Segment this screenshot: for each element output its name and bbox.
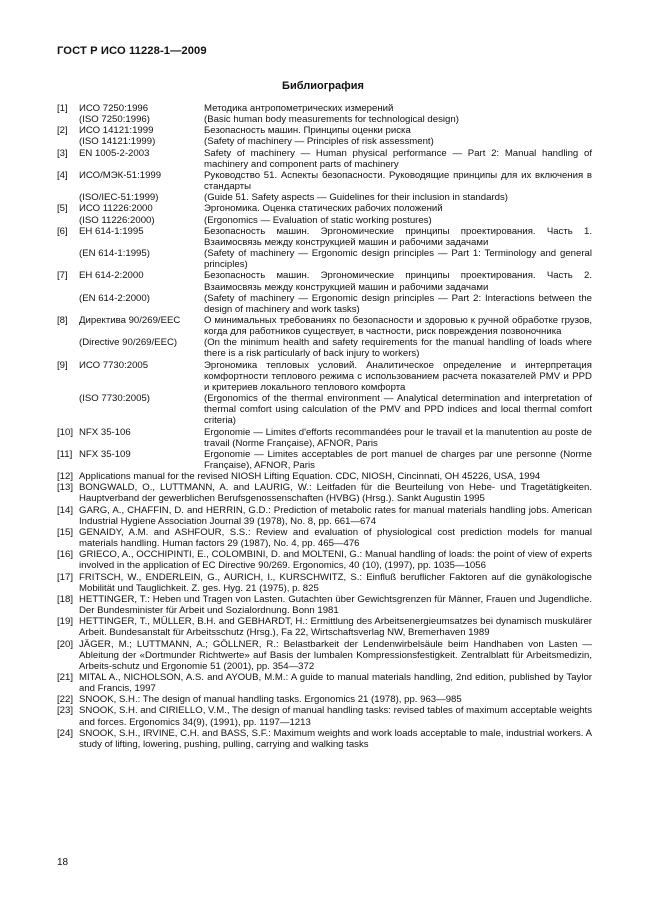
standard-designation: (EN 614-2:2000) (79, 292, 150, 304)
standard-designation: (Directive 90/269/EEC) (79, 337, 178, 349)
standard-designation: (ISO 7250:1996) (79, 114, 150, 126)
reference-text: JÄGER, M.; LUTTMANN, A.; GÖLLNER, R.: Belastbarkeit der Lendenwirbelsäule beim Handhaben von Lasten — Ableitung der «Dortmunder Richtwerte» auf Basis der lumbalen Kompressionsfestigkeit. Zentralblatt für Arbeitsmedizin, Arbeits-schutz und Ergonomie 51 (2001), pp. 354—372 (79, 638, 592, 672)
entry-number: [15] (57, 526, 74, 538)
reference-text: HETTINGER, T., MÜLLER, B.H. and GEBHARDT, H.: Ermittlung des Arbeitsenergieumsatzes bei dynamisch muskulärer Arbeit. Bundesanstalt für Arbeitsschutz (Hrsg.), Fa 22, Wirtschaftsverlag NW, Bremerhaven 1989 (79, 616, 592, 639)
entry-number: [6] (57, 225, 68, 237)
standard-title: (Safety of machinery — Principles of risk assessment) (204, 136, 434, 148)
standard-title: Безопасность машин. Принципы оценки риска (204, 125, 411, 137)
entry-number (57, 393, 79, 426)
bibliography-entry-line (57, 170, 592, 192)
entry-number: [10] (57, 426, 74, 438)
reference-text: FRITSCH, W., ENDERLEIN, G., AURICH, I., KURSCHWITZ, S.: Einfluß beruflicher Faktoren auf die gynäkologische Mobilität und Tauglichkeit. Z. ges. Hyg. 21 (1975), p. 825 (79, 571, 592, 594)
reference-entry (57, 594, 592, 616)
standard-designation: ЕН 614-2:2000 (79, 270, 144, 282)
entry-number (57, 248, 79, 270)
reference-entry (57, 728, 592, 750)
standard-title: О минимальных требованиях по безопасности и здоровью к ручной обработке грузов, когда для работников существует, в частности, риск повреждения позвоночника (204, 314, 592, 338)
reference-entry (57, 471, 592, 482)
standard-title: Эргономика тепловых условий. Аналитическое определение и интерпретация комфортности теплового режима с использованием расчета показателей PMV и PPD и критериев локального теплового комфорта (204, 359, 592, 393)
standard-title: (Guide 51. Safety aspects — Guidelines for their inclusion in standards) (204, 192, 508, 204)
bibliography-entry-line (57, 226, 592, 248)
reference-entry (57, 616, 592, 638)
standard-designation: (ISO 11226:2000) (79, 214, 155, 226)
standard-title: (Safety of machinery — Ergonomic design principles — Part 1: Terminology and general principles) (204, 248, 592, 271)
bibliography-entry-line (57, 125, 592, 136)
entry-number: [16] (57, 549, 74, 561)
entry-number (57, 136, 79, 147)
reference-entry (57, 482, 592, 504)
standard-title: Ergonomie — Limites acceptables de port manuel de charges par une personne (Norme Française), AFNOR, Paris (204, 448, 592, 471)
bibliography-entry-line (57, 248, 592, 270)
entry-number: [1] (57, 103, 68, 114)
reference-text: HETTINGER, T.: Heben und Tragen von Lasten. Gutachten über Gewichtsgrenzen für Männer, Frauen und Jugendliche. Der Bundesminister für Arbeit und Sozialordnung. Bonn 1981 (79, 593, 592, 617)
bibliography-entry-line (57, 337, 592, 359)
entry-number: [22] (57, 694, 74, 706)
standard-designation: ЕН 614-1:1995 (79, 225, 144, 237)
bibliography-entry-line (57, 270, 592, 292)
reference-entry (57, 672, 592, 694)
entry-number: [14] (57, 504, 74, 516)
page-number: 18 (57, 857, 69, 868)
bibliography-entry-line (57, 114, 592, 125)
reference-text: GRIECO, A., OCCHIPINTI, E., COLOMBINI, D. and MOLTENI, G.: Manual handling of loads: the point of view of experts involved in the application of EC Directive 90/269. Ergonomics, 40 (10), (1997), pp. 1035—1056 (79, 549, 592, 572)
standard-designation: (EN 614-1:1995) (79, 248, 150, 260)
entry-number: [19] (57, 616, 74, 628)
section-title: Библиография (282, 80, 364, 92)
document-header: ГОСТ Р ИСО 11228-1—2009 (57, 45, 207, 57)
bibliography-entry-line (57, 360, 592, 393)
entry-number: [4] (57, 169, 68, 181)
reference-text: SNOOK, S.H. and CIRIELLO, V.M., The design of manual handling tasks: revised tables of maximum acceptable weights and forces. Ergonomics 34(9), (1991), pp. 1197—1213 (79, 705, 592, 728)
standard-designation: ИСО 7250:1996 (79, 103, 149, 114)
bibliography-entry-line (57, 192, 592, 203)
standard-title: Руководство 51. Аспекты безопасности. Руководящие принципы для их включения в стандарты (204, 169, 592, 193)
entry-number: [11] (57, 448, 73, 460)
bibliography-entry-line (57, 136, 592, 147)
reference-text: SNOOK, S.H., IRVINE, C.H. and BASS, S.F.: Maximum weights and work loads acceptable to male, industrial workers. A study of lifting, lowering, pushing, pulling, carrying and walking tasks (79, 727, 592, 750)
standard-title: (Ergonomics of the thermal environment — Analytical determination and interpretation of thermal comfort using calculation of the PMV and PPD indices and local thermal comfort criteria) (204, 393, 592, 427)
standard-designation: NFX 35-106 (79, 426, 131, 438)
standard-designation: ИСО/МЭК-51:1999 (79, 169, 162, 181)
entry-number: [18] (57, 593, 74, 605)
standard-title: (Ergonomics — Evaluation of static working postures) (204, 214, 432, 226)
standard-title: Безопасность машин. Эргономические принципы проектирования. Часть 2. Взаимосвязь между конструкцией машин и рабочими задачами (204, 270, 592, 293)
standard-designation: ИСО 14121:1999 (79, 125, 154, 137)
standard-designation: ИСО 11226:2000 (79, 203, 153, 215)
reference-entry (57, 639, 592, 672)
entry-number (57, 293, 79, 315)
entry-number: [3] (57, 147, 68, 159)
bibliography-entry-line (57, 203, 592, 214)
standard-designation: EN 1005-2-2003 (79, 147, 150, 159)
entry-number: [7] (57, 270, 68, 282)
entry-number: [12] (57, 471, 74, 483)
standard-title: (Basic human body measurements for technological design) (204, 114, 459, 126)
entry-number: [8] (57, 314, 68, 326)
bibliography-entry-line (57, 449, 592, 471)
entry-number: [9] (57, 359, 68, 371)
reference-entry (57, 694, 592, 705)
reference-entry (57, 527, 592, 549)
standard-designation: (ISO 7730:2005) (79, 393, 150, 405)
bibliography-entry-line (57, 103, 592, 114)
bibliography-entry-line (57, 148, 592, 170)
reference-entry (57, 705, 592, 727)
entry-number (57, 192, 79, 203)
standard-designation: Директива 90/269/ЕЕС (79, 314, 181, 326)
reference-text: GARG, A., CHAFFIN, D. and HERRIN, G.D.: Prediction of metabolic rates for manual materials handling jobs. American Industrial Hygiene Association Journal 39 (1978), No. 8, pp. 661—674 (79, 504, 592, 527)
reference-entry (57, 505, 592, 527)
entry-number: [5] (57, 203, 68, 215)
standard-title: Safety of machinery — Human physical performance — Part 2: Manual handling of machinery and component parts of machinery (204, 147, 592, 170)
bibliography-entry-line (57, 315, 592, 337)
entry-number: [20] (57, 638, 74, 650)
entry-number: [23] (57, 705, 74, 717)
entry-number (57, 114, 79, 125)
standard-designation: (ISO 14121:1999) (79, 136, 156, 148)
entry-number: [17] (57, 571, 74, 583)
reference-text: MITAL A., NICHOLSON, A.S. and AYOUB, M.M.: A guide to manual materials handling, 2nd edition, published by Taylor and Francis, 1997 (79, 671, 592, 695)
standard-title: (Safety of machinery — Ergonomic design principles — Part 2: Interactions between the design of machinery and work tasks) (204, 292, 592, 315)
standard-title: Эргономика. Оценка статических рабочих положений (204, 203, 443, 215)
reference-entry (57, 549, 592, 571)
standard-title: (On the minimum health and safety requirements for the manual handling of loads where there is a risk particularly of back injury to workers) (204, 337, 592, 360)
standard-title: Методика антропометрических измерений (204, 103, 394, 114)
entry-number: [13] (57, 482, 74, 494)
reference-text: SNOOK, S.H.: The design of manual handling tasks. Ergonomics 21 (1978), pp. 963—985 (79, 694, 462, 706)
entry-number (57, 215, 79, 226)
standard-designation: ИСО 7730:2005 (79, 359, 149, 371)
entry-number (57, 337, 79, 359)
bibliography-entry-line (57, 293, 592, 315)
bibliography-list (57, 103, 592, 750)
reference-text: Applications manual for the revised NIOSH Lifting Equation. CDC, NIOSH, Cincinnati, OH 45226, USA, 1994 (79, 471, 541, 483)
entry-number: [24] (57, 727, 74, 739)
entry-number: [2] (57, 125, 68, 137)
standard-title: Безопасность машин. Эргономические принципы проектирования. Часть 1. Взаимосвязь между конструкцией машин и рабочими задачами (204, 225, 592, 248)
standard-designation: (ISO/IEC-51:1999) (79, 192, 159, 204)
bibliography-entry-line (57, 393, 592, 426)
standard-designation: NFX 35-109 (79, 448, 131, 460)
reference-text: GENAIDY, A.M. and ASHFOUR, S.S.: Review and evaluation of physiological cost prediction models for manual materials handling. Human factors 29 (1987), No. 4, pp. 465—476 (79, 526, 592, 550)
bibliography-entry-line (57, 427, 592, 449)
reference-entry (57, 572, 592, 594)
entry-number: [21] (57, 671, 74, 683)
reference-text: BONGWALD, O., LUTTMANN, A. and LAURIG, W.: Leitfaden für die Beurteilung von Hebe- und Tragetätigkeiten. Hauptverband der gewerblichen Berufsgenossenschaften (HVBG) (Hrsg.). Sankt Augustin 1995 (79, 482, 592, 505)
bibliography-entry-line (57, 215, 592, 226)
standard-title: Ergonomie — Limites d'efforts recommandées pour le travail et la manutention au poste de travail (Norme Française), AFNOR, Paris (204, 426, 592, 449)
